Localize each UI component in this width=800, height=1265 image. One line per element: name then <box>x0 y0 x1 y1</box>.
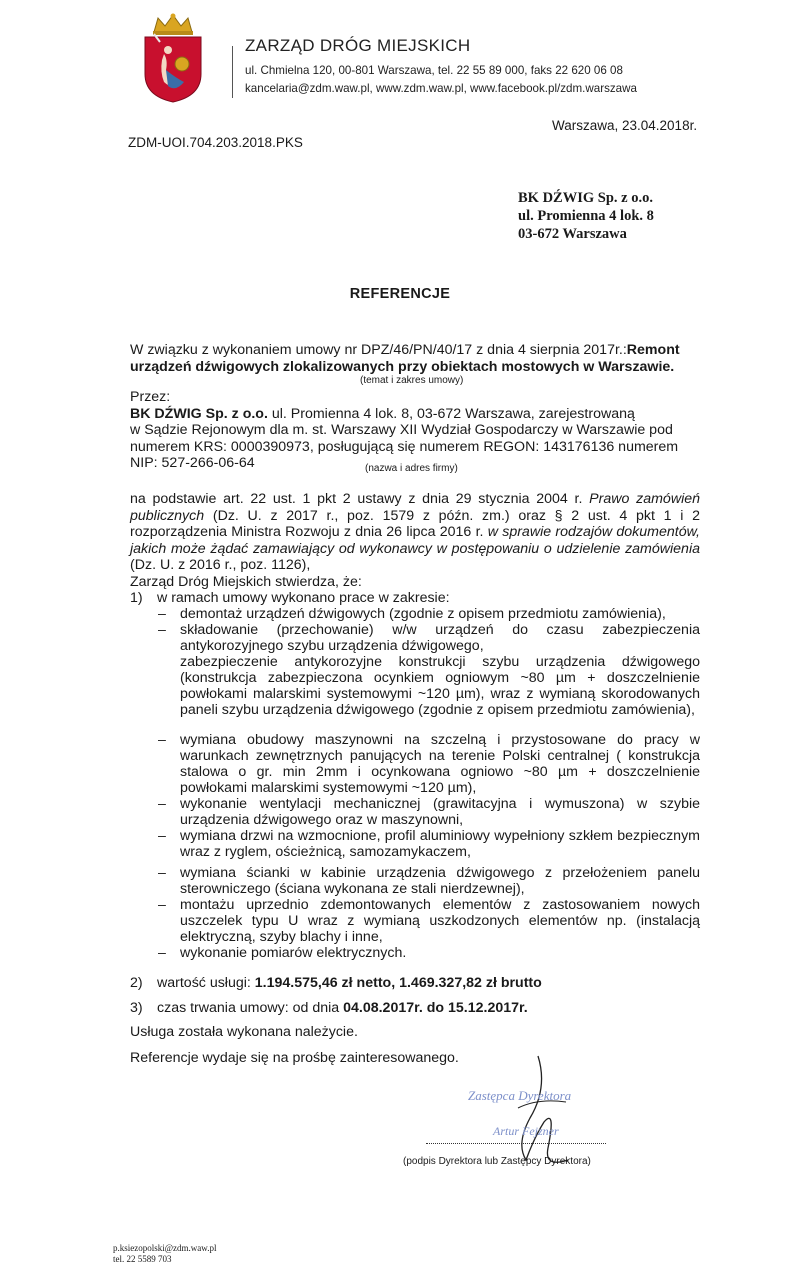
organization-contact: kancelaria@zdm.waw.pl, www.zdm.waw.pl, www.facebook.pl/zdm.warszawa <box>245 82 637 95</box>
item-2 <box>157 975 542 991</box>
scope-item: montażu uprzednio zdemontowanych elementów z zastosowaniem nowych uszczelek typu U wraz z wymianą uszkodzonych elementów np. (instalacją elektryczną, szyby blachy i inne, <box>180 897 700 945</box>
legal-basis-text-2: (Dz. U. z 2017 r., poz. 1579 z późn. zm.) oraz § 2 ust. 4 pkt 1 i 2 rozporządzenia Ministra Rozwoju z dnia 26 lipca 2016 r. <box>130 507 700 540</box>
bullet-dash: – <box>158 796 166 812</box>
legal-basis-text-3: (Dz. U. z 2016 r., poz. 1126), <box>130 557 311 573</box>
duration-label: czas trwania umowy: od dnia <box>157 1000 344 1016</box>
regulation-title: w sprawie rodzajów dokumentów, jakich może żądać zamawiający od wykonawcy w postępowaniu o udzielenie zamówienia <box>130 524 701 557</box>
bullet-dash: – <box>158 732 166 748</box>
organization-name: ZARZĄD DRÓG MIEJSKICH <box>245 36 471 55</box>
stamp-title: Zastępca Dyrektora <box>468 1088 572 1103</box>
contractor-name: BK DŹWIG Sp. z o.o. <box>130 405 268 422</box>
contract-intro <box>130 342 700 375</box>
scope-item: składowanie (przechowanie) w/w urządzeń do czasu zabezpieczenia antykorozyjnego szybu urządzenia dźwigowego, <box>180 622 700 654</box>
warsaw-coat-of-arms-logo <box>140 12 206 104</box>
recipient-city: 03-672 Warszawa <box>518 226 627 242</box>
footer-phone: tel. 22 5589 703 <box>113 1254 172 1264</box>
contract-subject: urządzeń dźwigowych zlokalizowanych przy obiektach mostowych w Warszawie. <box>130 358 675 375</box>
organization-address: ul. Chmielna 120, 00-801 Warszawa, tel. 22 55 89 000, faks 22 620 06 08 <box>245 64 623 77</box>
closing-line-1: Usługa została wykonana należycie. <box>130 1024 358 1040</box>
recipient-street: ul. Promienna 4 lok. 8 <box>518 208 654 224</box>
contractor-address: ul. Promienna 4 lok. 8, 03-672 Warszawa, zarejestrowaną <box>267 405 635 422</box>
bullet-dash: – <box>158 897 166 913</box>
contract-caption: (temat i zakres umowy) <box>360 375 464 386</box>
recipient-name: BK DŹWIG Sp. z o.o. <box>518 190 653 206</box>
signature-block <box>398 1048 628 1178</box>
closing-line-2: Referencje wydaje się na prośbę zainteresowanego. <box>130 1050 459 1066</box>
scope-item: zabezpieczenie antykorozyjne konstrukcji szybu urządzenia dźwigowego (konstrukcja zabezpieczona ocynkiem ogniowym ~80 µm + doszczelnienie powłokami malarskimi systemowymi ~120 µm), wraz z wymianą skorodowanych paneli szybu urządzenia dźwigowego (zgodnie z opisem przedmiotu zamówienia), <box>180 654 700 718</box>
scope-item: wykonanie wentylacji mechanicznej (grawitacyjna i wymuszona) w szybie urządzenia dźwigowego oraz w maszynowni, <box>180 796 700 828</box>
duration-value: 04.08.2017r. do 15.12.2017r. <box>343 1000 528 1016</box>
contractor-block <box>130 389 700 472</box>
legal-basis <box>130 491 700 574</box>
scope-item: demontaż urządzeń dźwigowych (zgodnie z opisem przedmiotu zamówienia), <box>180 606 666 622</box>
reference-number: ZDM-UOI.704.203.2018.PKS <box>128 135 303 150</box>
contractor-krs: numerem KRS: 0000390973, posługującą się numerem REGON: 143176136 numerem <box>130 438 679 455</box>
contract-intro-text: W związku z wykonaniem umowy nr DPZ/46/PN/40/17 z dnia 4 sierpnia 2017r.: <box>130 342 627 358</box>
contract-subject-start: Remont <box>626 342 680 358</box>
item-3-number: 3) <box>130 1000 143 1016</box>
signature-caption: (podpis Dyrektora lub Zastępcy Dyrektora) <box>403 1156 591 1167</box>
item-2-number: 2) <box>130 975 143 991</box>
service-value-label: wartość usługi: <box>157 975 255 991</box>
bullet-dash: – <box>158 606 166 622</box>
by-label: Przez: <box>130 389 171 405</box>
stamp-name: Artur Fejzner <box>493 1124 559 1138</box>
scope-item: wymiana drzwi na wzmocnione, profil aluminiowy wypełniony szkłem bezpiecznym wraz z ryglem, ościeżnicą, samozamykaczem, <box>180 828 700 860</box>
law-title: Prawo zamówień publicznych <box>130 491 700 524</box>
contractor-court: w Sądzie Rejonowym dla m. st. Warszawy XII Wydział Gospodarczy w Warszawie pod <box>130 422 673 438</box>
scope-item: wymiana obudowy maszynowni na szczelną i przystosowane do pracy w warunkach zewnętrznych panujących na terenie Polski centralnej ( konstrukcja stalowa o gr. min 2mm i ocynkowana ogniowo ~80 µm + doszczelnienie powłokami malarskimi systemowymi ~120 µm), <box>180 732 700 796</box>
bullet-dash: – <box>158 828 166 844</box>
letterhead-divider <box>232 46 233 98</box>
legal-basis-text-1: na podstawie art. 22 ust. 1 pkt 2 ustawy z dnia 29 stycznia 2004 r. <box>130 491 590 507</box>
document-title: REFERENCJE <box>349 286 451 302</box>
contractor-nip: NIP: 527-266-06-64 <box>130 455 255 471</box>
item-3 <box>157 1000 528 1016</box>
statement: Zarząd Dróg Miejskich stwierdza, że: <box>130 574 362 590</box>
signature-line <box>426 1143 606 1144</box>
scope-item: wymiana ścianki w kabinie urządzenia dźwigowego z przełożeniem panelu sterowniczego (ściana wykonana ze stali nierdzewnej), <box>180 865 700 897</box>
service-value: 1.194.575,46 zł netto, 1.469.327,82 zł brutto <box>254 975 542 991</box>
scope-item: wykonanie pomiarów elektrycznych. <box>180 945 407 961</box>
item-1-number: 1) <box>130 590 143 606</box>
place-date: Warszawa, 23.04.2018r. <box>552 118 698 133</box>
bullet-dash: – <box>158 865 166 881</box>
bullet-dash: – <box>158 945 166 961</box>
footer-email: p.ksiezopolski@zdm.waw.pl <box>113 1243 217 1253</box>
contractor-caption: (nazwa i adres firmy) <box>365 463 458 474</box>
item-1-text: w ramach umowy wykonano prace w zakresie: <box>157 590 450 606</box>
bullet-dash: – <box>158 622 166 638</box>
